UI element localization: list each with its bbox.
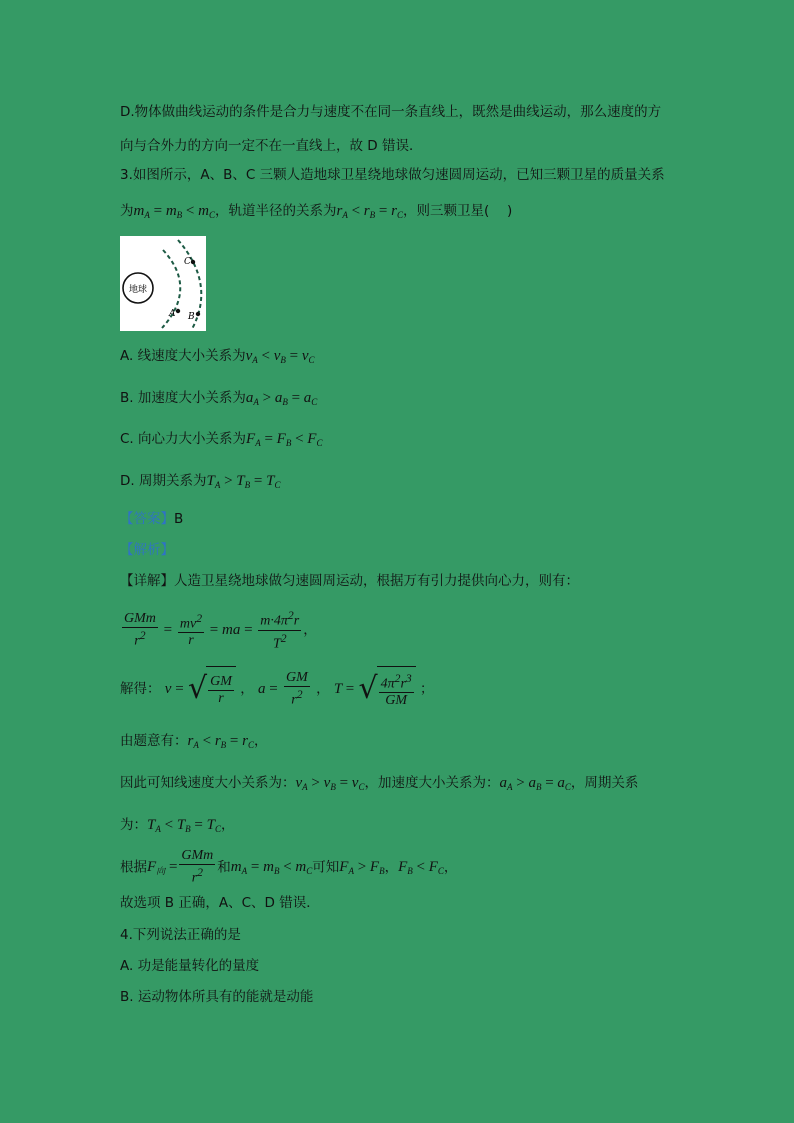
q4-stem: 4.下列说法正确的是	[120, 927, 241, 943]
satellite-c	[191, 260, 195, 264]
earth-label: 地球	[129, 285, 148, 295]
q2-option-d-line2: 向与合外力的方向一定不在一直线上，故 D 错误．	[120, 138, 423, 154]
satellite-b	[196, 312, 200, 316]
equation-solutions: 解得： v = √ $\frac{GM}{r}$ ， a = $\frac{GM}{r^2}$ ， T = √ $\frac{4\pi^2r^3}{GM}$ ；	[120, 666, 434, 712]
answer-line	[120, 509, 183, 529]
mass-relation: $m_A = m_B < m_C$	[133, 203, 215, 220]
answer-value: B	[174, 511, 184, 527]
conclusion-line2: 为：$T_A < T_B = T_C$，	[120, 817, 235, 834]
orbit-diagram	[120, 236, 206, 331]
analysis-tag: 【解析】	[120, 542, 174, 558]
q2-option-d-line1: D.物体做曲线运动的条件是合力与速度不在同一条直线上，既然是曲线运动，那么速度的方	[120, 104, 662, 120]
orbit-figure	[120, 236, 206, 331]
label-a: A	[169, 309, 176, 319]
label-c: C	[184, 257, 191, 267]
conclusion-line1: 因此可知线速度大小关系为：$v_A > v_B = v_C$，加速度大小关系为：$a_A > a_B = a_C$，周期关系	[120, 775, 639, 792]
force-comparison-line: 根据$F_向$ = $\frac{\text{GMm}}{r^2}$ 和$m_A = m_B < m_C$可知$F_A > F_B$，$F_B < F_C$，	[120, 848, 458, 886]
q3-stem-line1: 3.如图所示，A、B、C 三颗人造地球卫星绕地球做匀速圆周运动，已知三颗卫星的质量关系	[120, 167, 665, 183]
option-d: D. 周期关系为$T_A > T_B = T_C$	[120, 473, 281, 490]
satellite-a	[176, 309, 180, 313]
option-c: C. 向心力大小关系为$F_A = F_B < F_C$	[120, 431, 323, 448]
answer-tag: 【答案】	[120, 511, 174, 527]
equation-force: $\frac{\text{GMm}}{r^2}$ = $\frac{mv^2}{r}$ = ma = $\frac{m\cdot 4\pi^2r}{T^2}$ ，	[124, 609, 317, 652]
option-b: B. 加速度大小关系为$a_A > a_B = a_C$	[120, 390, 318, 407]
radius-relation: $r_A < r_B = r_C$	[336, 203, 403, 220]
given-line: 由题意有：$r_A < r_B = r_C$，	[120, 733, 268, 750]
q4-option-a: A. 功是能量转化的量度	[120, 958, 260, 974]
q4-option-b: B. 运动物体所具有的能就是动能	[120, 989, 314, 1005]
label-b: B	[188, 312, 195, 322]
final-conclusion: 故选项 B 正确，A、C、D 错误．	[120, 895, 320, 911]
q3-stem-line2: 为$m_A = m_B < m_C$，轨道半径的关系为$r_A < r_B = r_C$，则三颗卫星( )	[120, 203, 513, 220]
detail-line: 【详解】人造卫星绕地球做匀速圆周运动，根据万有引力提供向心力，则有：	[120, 573, 579, 589]
option-a: A. 线速度大小关系为$v_A < v_B = v_C$	[120, 348, 315, 365]
